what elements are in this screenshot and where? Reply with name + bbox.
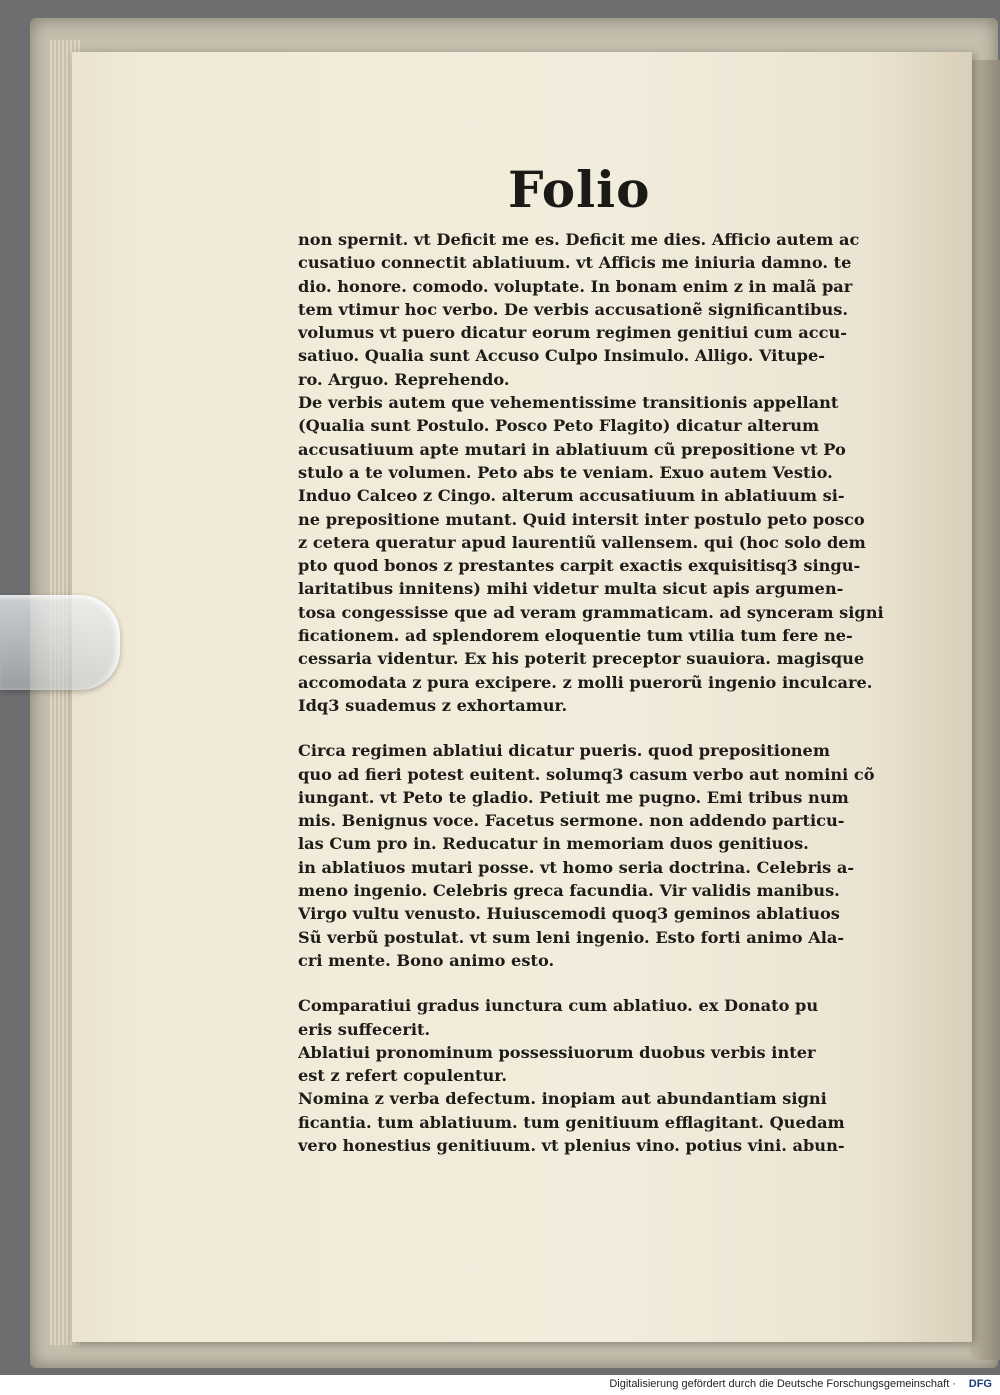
text-line: ficantia. tum ablatiuum. tum genitiuum efflagitant. Quedam [298,1112,845,1132]
text-line: dio. honore. comodo. voluptate. In bonam enim z in malã par [298,276,853,296]
text-line: Nomina z verba defectum. inopiam aut abundantiam signi [298,1089,827,1109]
text-line: cessaria videntur. Ex his poterit preceptor suauiora. magisque [298,649,865,669]
text-line: Virgo vultu venusto. Huiuscemodi quoq3 geminos ablatiuos [298,904,840,924]
text-line: iungant. vt Peto te gladio. Petiuit me pugno. Emi tribus num [298,787,849,807]
text-line: laritatibus innitens) mihi videtur multa sicut apis argumen- [298,579,844,599]
text-line: quo ad fieri potest euitent. solumq3 casum verbo aut nomini cõ [298,764,875,784]
paragraph-1 [298,228,898,391]
text-line: non spernit. vt Deficit me es. Deficit me dies. Afficio autem ac [298,230,860,249]
text-line: tem vtimur hoc verbo. De verbis accusationẽ significantibus. [298,299,848,319]
text-line: Comparatiui gradus iunctura cum ablatiuo. ex Donato pu [298,996,819,1016]
text-line: tosa congessisse que ad veram grammaticam. ad synceram signi [298,602,884,622]
text-line: ficationem. ad splendorem eloquentie tum vtilia tum fere ne- [298,626,853,646]
text-line: cri mente. Bono animo esto. [298,950,555,970]
paragraph-gap [298,972,898,994]
book-spine-edge [970,60,1000,1360]
text-line: (Qualia sunt Postulo. Posco Peto Flagito) dicatur alterum [298,416,820,436]
text-line: stulo a te volumen. Peto abs te veniam. Exuo autem Vestio. [298,462,833,482]
text-line: meno ingenio. Celebris greca facundia. Vir validis manibus. [298,881,840,901]
text-line: Circa regimen ablatiui dicatur pueris. quod prepositionem [298,741,830,761]
funding-credit: Digitalisierung gefördert durch die Deutsche Forschungsgemeinschaft · [609,1378,956,1390]
dfg-logo: DFG [968,1378,992,1390]
text-line: De verbis autem que vehementissime transitionis appellant [298,393,839,413]
text-line: accusatiuum apte mutari in ablatiuum cũ prepositione vt Po [298,439,846,459]
text-line: mis. Benignus voce. Facetus sermone. non addendo particu- [298,811,845,831]
text-line: eris suffecerit. [298,1019,431,1039]
text-line: in ablatiuos mutari posse. vt homo seria doctrina. Celebris a- [298,857,855,877]
text-line: Idq3 suademus z exhortamur. [298,695,568,715]
text-line: accomodata z pura excipere. z molli puerorũ ingenio inculcare. [298,672,873,692]
text-line: satiuo. Qualia sunt Accuso Culpo Insimulo. Alligo. Vitupe- [298,346,826,366]
text-line: ne prepositione mutant. Quid intersit inter postulo peto posco [298,509,865,529]
text-line: pto quod bonos z prestantes carpit exactis exquisitisq3 singu- [298,556,861,576]
running-title: Folio [508,160,651,219]
text-line: cusatiuo connectit ablatiuum. vt Afficis me iniuria damno. te [298,253,852,273]
footer-bar [0,1375,1000,1395]
paragraph-4 [298,994,898,1157]
text-line: volumus vt puero dicatur eorum regimen genitiui cum accu- [298,323,847,343]
text-line: z cetera queratur apud laurentiũ vallensem. qui (hoc solo dem [298,532,866,552]
text-line: Induo Calceo z Cingo. alterum accusatiuum in ablatiuum si- [298,486,845,506]
text-line: est z refert copulentur. [298,1066,507,1086]
text-line: Ablatiui pronominum possessiuorum duobus verbis inter [298,1042,816,1062]
glass-page-weight [0,595,120,690]
paragraph-2 [298,391,898,717]
text-line: vero honestius genitiuum. vt plenius vino. potius vini. abun- [298,1135,845,1155]
paragraph-gap [298,717,898,739]
text-line: Sũ verbũ postulat. vt sum leni ingenio. Esto forti animo Ala- [298,927,845,947]
text-line: ro. Arguo. Reprehendo. [298,369,510,389]
body-text [298,228,898,1157]
text-line: las Cum pro in. Reducatur in memoriam duos genitiuos. [298,834,809,854]
paragraph-3 [298,739,898,972]
